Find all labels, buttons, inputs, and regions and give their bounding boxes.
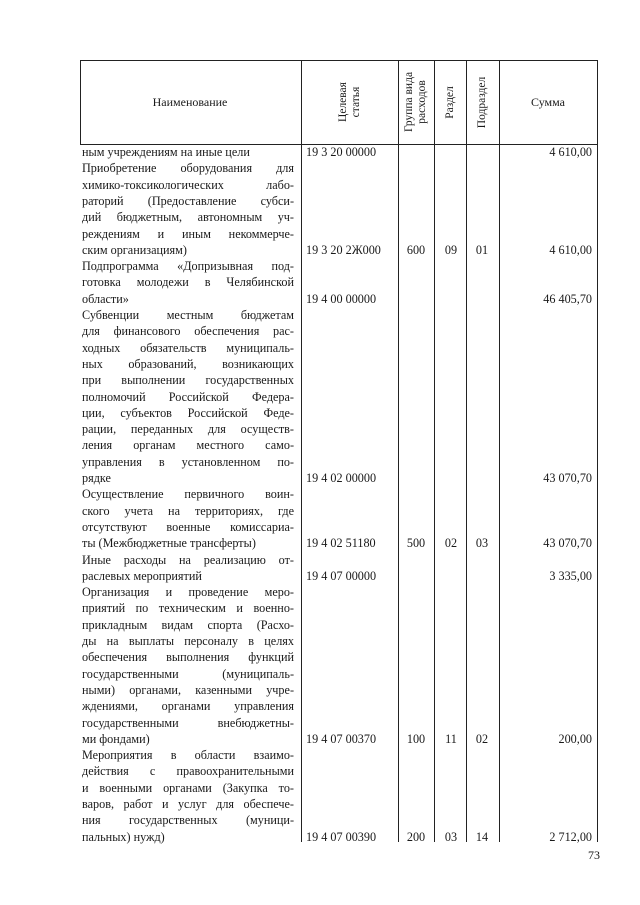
- row-3-name-line-2: готовка молодежи в Челябинской: [82, 275, 294, 290]
- row-8-name-line-4: варов, работ и услуг для обеспече-: [82, 797, 294, 811]
- row-3-expense-group: [400, 291, 432, 307]
- row-8-razdel: 03: [444, 829, 458, 844]
- row-7-target-code: 19 4 07 00370: [306, 731, 377, 746]
- row-7-podrazdel: 02: [475, 731, 489, 746]
- row-5-expense-group: 500: [406, 536, 426, 551]
- header-name-label: Наименование: [152, 94, 228, 109]
- row-4-name-line-9: ления органам местного само-: [82, 438, 294, 453]
- row-1-sum: 4 610,00: [549, 145, 592, 159]
- row-2-name-line-3: раторий (Предоставление субси-: [82, 193, 294, 208]
- row-5-name-line-3: отсутствуют военные комиссариа-: [82, 519, 294, 534]
- row-7-razdel: 11: [445, 731, 457, 746]
- row-8-podrazdel: 14: [475, 829, 489, 844]
- row-2-name-line-1: Приобретение оборудования для: [82, 161, 294, 176]
- row-5-name-line-4: ты (Межбюджетные трансферты): [82, 536, 256, 551]
- row-4-name-line-3: ходных обязательств муниципаль-: [82, 340, 294, 355]
- header-code-label: [337, 82, 363, 122]
- row-5-podrazdel: 03: [475, 536, 489, 551]
- table-right-border: [597, 60, 598, 842]
- row-8-name-line-3: и военными органами (Закупка то-: [82, 780, 294, 795]
- header-podrazdel-label: Подраздел: [476, 76, 489, 128]
- row-7-name-line-10: ми фондами): [82, 731, 150, 746]
- row-8-sum: 2 712,00: [549, 829, 592, 844]
- row-7-name-line-2: приятий по техническим и военно-: [82, 601, 294, 616]
- row-8-target-code: 19 4 07 00390: [306, 829, 377, 844]
- row-3-name-line-3: области»: [82, 291, 129, 306]
- row-4-name-line-7: ции, субъектов Российской Феде-: [82, 405, 294, 420]
- row-3-target-code: 19 4 00 00000: [306, 291, 377, 306]
- row-6-sum: 3 335,00: [549, 568, 592, 583]
- row-7-name-line-5: обеспечения выполнения функций: [82, 650, 294, 665]
- header-razdel-label: Раздел: [444, 85, 456, 119]
- row-4-expense-group: [400, 470, 432, 486]
- row-4-name-line-1: Субвенции местным бюджетам: [82, 308, 294, 322]
- row-2-name-line-6: ским организациям): [82, 242, 187, 257]
- row-2-name-line-2: химико-токсикологических лабо-: [82, 177, 294, 192]
- row-6-podrazdel: [466, 568, 498, 584]
- row-4-name-line-5: при выполнении государственных: [82, 373, 294, 388]
- column-divider-podrazdel: [499, 60, 500, 842]
- row-4-sum: 43 070,70: [543, 471, 592, 485]
- row-7-name-line-3: прикладным видам спорта (Расхо-: [82, 617, 294, 632]
- row-5-sum: 43 070,70: [543, 536, 592, 551]
- row-2-podrazdel: 01: [475, 242, 489, 257]
- column-divider-group: [434, 60, 435, 842]
- row-8-expense-group: 200: [406, 829, 426, 844]
- row-1-expense-group: [400, 144, 432, 160]
- row-7-name-line-7: ными) органами, казенными учре-: [82, 682, 294, 697]
- row-2-name-line-4: дий бюджетным, автономным уч-: [82, 210, 294, 225]
- column-divider-razdel: [466, 60, 467, 842]
- header-razdel: [435, 60, 466, 144]
- row-5-name-line-1: Осуществление первичного воин-: [82, 487, 294, 502]
- column-divider-name: [301, 60, 302, 842]
- row-4-name-line-4: ных образований, возникающих: [82, 356, 294, 371]
- row-4-name-line-6: полномочий Российской Федера-: [82, 389, 294, 404]
- row-6-expense-group: [400, 568, 432, 584]
- row-8-name-line-2: действия с правоохранительными: [82, 764, 294, 779]
- row-7-name-line-9: государственными внебюджетны-: [82, 715, 294, 730]
- row-1-razdel: [436, 144, 466, 160]
- row-4-name-line-10: управления в установленном по-: [82, 454, 294, 469]
- header-group-label: [404, 72, 430, 132]
- row-8-name-line-5: ния государственных (муници-: [82, 813, 294, 828]
- row-7-sum: 200,00: [558, 731, 592, 746]
- row-2-expense-group: 600: [406, 242, 426, 257]
- row-3-name-line-1: Подпрограмма «Допризывная под-: [82, 259, 294, 274]
- row-1-target-code: 19 3 20 00000: [306, 145, 377, 159]
- page-number: 73: [588, 848, 600, 862]
- row-4-target-code: 19 4 02 00000: [306, 471, 377, 485]
- row-4-name-line-2: для финансового обеспечения рас-: [82, 324, 294, 339]
- row-2-target-code: 19 3 20 2Ж000: [306, 242, 381, 257]
- row-3-razdel: [436, 291, 466, 307]
- row-1-name-line-1: ным учреждениям на иные цели: [82, 145, 250, 159]
- header-code-line-1: Целевая: [337, 82, 349, 122]
- row-7-name-line-4: ды на выплаты персоналу в целях: [82, 634, 294, 648]
- row-4-name-line-11: рядке: [82, 471, 111, 485]
- row-6-razdel: [436, 568, 466, 584]
- header-group-line-2: расходов: [416, 80, 429, 124]
- row-2-razdel: 09: [444, 242, 458, 257]
- column-divider-code: [398, 60, 399, 842]
- row-1-podrazdel: [466, 144, 498, 160]
- row-4-razdel: [436, 470, 466, 486]
- header-code-line-2: статья: [350, 86, 362, 118]
- row-6-target-code: 19 4 07 00000: [306, 568, 377, 583]
- header-sum: [500, 60, 596, 144]
- row-2-sum: 4 610,00: [549, 242, 592, 257]
- row-5-name-line-2: ского учета на территориях, где: [82, 503, 294, 518]
- row-7-expense-group: 100: [406, 731, 426, 746]
- header-group: [399, 60, 434, 144]
- header-name: [80, 60, 300, 144]
- header-sum-label: Сумма: [531, 94, 565, 109]
- row-2-name-line-5: реждениям и иным некоммерче-: [82, 226, 294, 241]
- row-7-name-line-1: Организация и проведение меро-: [82, 585, 294, 600]
- row-8-name-line-1: Мероприятия в области взаимо-: [82, 748, 294, 763]
- row-5-razdel: 02: [444, 536, 458, 551]
- header-podrazdel: [467, 60, 499, 144]
- row-8-name-line-6: пальных) нужд): [82, 829, 165, 844]
- row-5-target-code: 19 4 02 51180: [306, 536, 376, 551]
- row-4-name-line-8: рации, переданных для осуществ-: [82, 422, 294, 437]
- row-3-sum: 46 405,70: [543, 291, 592, 306]
- row-6-name-line-2: раслевых мероприятий: [82, 568, 202, 583]
- header-code: [302, 60, 398, 144]
- row-3-podrazdel: [466, 291, 498, 307]
- row-4-podrazdel: [466, 470, 498, 486]
- row-6-name-line-1: Иные расходы на реализацию от-: [82, 552, 294, 567]
- row-7-name-line-6: государственными (муниципаль-: [82, 666, 294, 681]
- row-7-name-line-8: ждениями, органами управления: [82, 699, 294, 714]
- header-group-line-1: Группа вида: [403, 71, 416, 133]
